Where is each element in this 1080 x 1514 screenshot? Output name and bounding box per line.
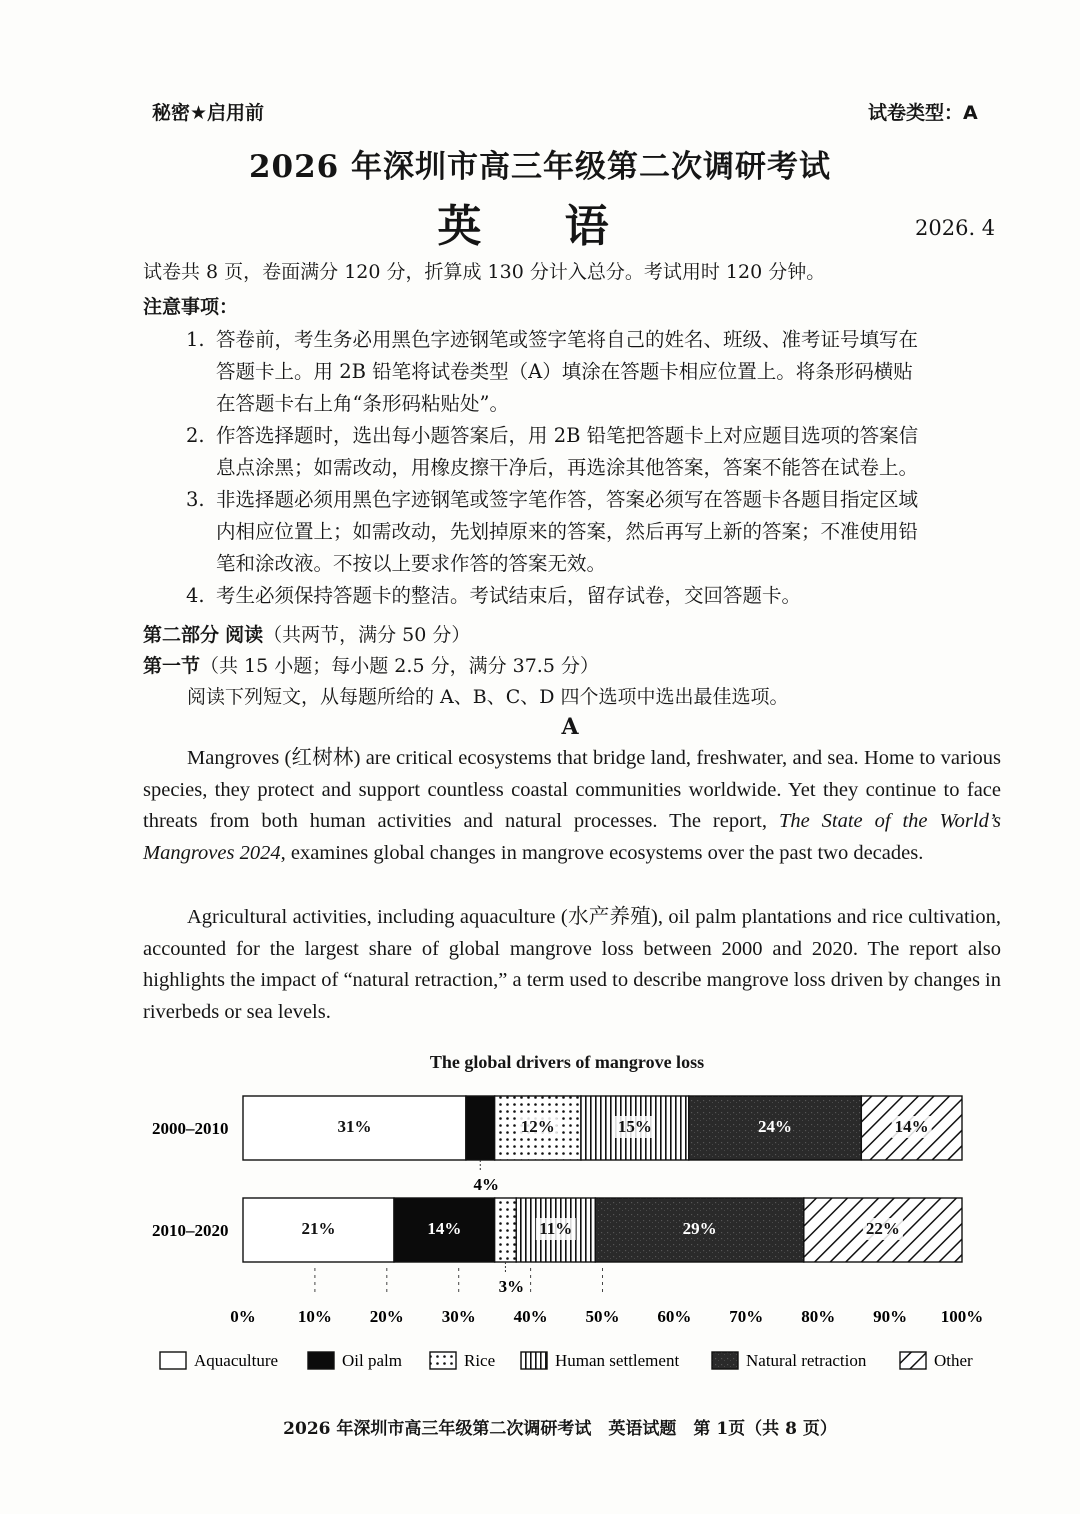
page-footer: 2026 年深圳市高三年级第二次调研考试 英语试题 第 1页（共 8 页） bbox=[283, 1419, 837, 1439]
paper-type-label: 试卷类型：A bbox=[868, 102, 978, 124]
x-tick-label: 30% bbox=[441, 1307, 476, 1326]
x-tick-label: 90% bbox=[873, 1307, 908, 1326]
part-heading bbox=[143, 619, 470, 651]
x-tick-label: 50% bbox=[585, 1307, 620, 1326]
legend-label: Rice bbox=[464, 1351, 496, 1370]
legend-swatch-5 bbox=[900, 1352, 926, 1369]
chart-title: The global drivers of mangrove loss bbox=[429, 1052, 705, 1072]
reading-instruction: 阅读下列短文，从每题所给的 A、B、C、D 四个选项中选出最佳选项。 bbox=[187, 686, 789, 708]
passage-paragraph-1 bbox=[143, 743, 1001, 869]
note-line: 在答题卡右上角“条形码粘贴处”。 bbox=[216, 392, 509, 415]
data-label: 14% bbox=[894, 1117, 929, 1136]
note-item bbox=[186, 420, 1001, 484]
data-label: 15% bbox=[617, 1117, 652, 1136]
subject-title: 英 语 bbox=[437, 201, 643, 252]
note-item bbox=[186, 580, 1001, 612]
note-item bbox=[186, 324, 1001, 420]
legend-swatch-1 bbox=[308, 1352, 334, 1369]
x-tick-label: 70% bbox=[729, 1307, 764, 1326]
category-label: 2010–2020 bbox=[152, 1221, 229, 1240]
passage-letter: A bbox=[561, 714, 579, 740]
part-label: 第二部分 bbox=[143, 624, 220, 646]
x-tick-label: 40% bbox=[513, 1307, 548, 1326]
note-line: 考生必须保持答题卡的整洁。考试结束后，留存试卷，交回答题卡。 bbox=[216, 584, 802, 607]
passage-text: , examines global changes in mangrove ecosystems over the past two decades. bbox=[280, 841, 924, 864]
data-label: 11% bbox=[539, 1219, 573, 1238]
note-number: 4. bbox=[186, 584, 205, 607]
x-tick-label: 10% bbox=[297, 1307, 332, 1326]
legend-label: Natural retraction bbox=[746, 1351, 867, 1370]
x-tick-label: 20% bbox=[369, 1307, 404, 1326]
legend-label: Oil palm bbox=[342, 1351, 402, 1370]
confidential-label: 秘密★启用前 bbox=[152, 102, 265, 124]
part-name: 阅读 bbox=[225, 624, 264, 646]
passage-paragraph-2 bbox=[143, 902, 1001, 1028]
part-info: （共两节，满分 50 分） bbox=[263, 624, 471, 646]
exam-info: 试卷共 8 页，卷面满分 120 分，折算成 130 分计入总分。考试用时 120 分钟。 bbox=[143, 261, 826, 283]
note-item bbox=[186, 484, 1001, 580]
data-label: 3% bbox=[498, 1277, 525, 1296]
note-line: 息点涂黑；如需改动，用橡皮擦干净后，再选涂其他答案，答案不能答在试卷上。 bbox=[216, 456, 919, 479]
category-label: 2000–2010 bbox=[152, 1119, 229, 1138]
note-number: 1. bbox=[186, 328, 205, 351]
section-heading bbox=[143, 650, 599, 682]
legend-label: Other bbox=[934, 1351, 973, 1370]
report-title: The State of the World’s Mangroves 2024 bbox=[143, 810, 1001, 864]
note-line: 内相应位置上；如需改动，先划掉原来的答案，然后再写上新的答案；不准使用铅 bbox=[216, 520, 919, 543]
mangrove-loss-chart bbox=[0, 1080, 1080, 1400]
data-label: 4% bbox=[473, 1175, 500, 1194]
legend-label: Aquaculture bbox=[194, 1351, 279, 1370]
notes-heading: 注意事项： bbox=[143, 296, 239, 318]
exam-date: 2026. 4 bbox=[915, 216, 996, 240]
legend-swatch-3 bbox=[521, 1352, 547, 1369]
note-line: 答卷前，考生务必用黑色字迹钢笔或签字笔将自己的姓名、班级、准考证号填写在 bbox=[216, 328, 919, 351]
note-number: 3. bbox=[186, 488, 205, 511]
legend-swatch-0 bbox=[160, 1352, 186, 1369]
data-label: 31% bbox=[337, 1117, 372, 1136]
data-label: 22% bbox=[865, 1219, 900, 1238]
data-label: 21% bbox=[301, 1219, 336, 1238]
passage-text: Agricultural activities, including aquaculture (水产养殖), oil palm plantations and rice cultivation, accounted for the largest share of global mangrove loss between 2000 and 2020. The report also highlights the impact of “natural retraction,” a term used to describe mangrove loss driven by changes in riverbeds or sea levels. bbox=[143, 906, 1001, 1023]
note-line: 答题卡上。用 2B 铅笔将试卷类型（A）填涂在答题卡相应位置上。将条形码横贴 bbox=[216, 360, 913, 383]
note-line: 非选择题必须用黑色字迹钢笔或签字笔作答，答案必须写在答题卡各题目指定区域 bbox=[216, 488, 919, 511]
legend-label: Human settlement bbox=[555, 1351, 680, 1370]
data-label: 29% bbox=[682, 1219, 717, 1238]
section-label: 第一节 bbox=[143, 655, 201, 677]
exam-title: 2026 年深圳市高三年级第二次调研考试 bbox=[248, 149, 832, 185]
data-label: 24% bbox=[758, 1117, 793, 1136]
x-tick-label: 60% bbox=[657, 1307, 692, 1326]
legend-swatch-2 bbox=[430, 1352, 456, 1369]
bar-segment-rice bbox=[495, 1198, 517, 1262]
section-info: （共 15 小题；每小题 2.5 分，满分 37.5 分） bbox=[200, 655, 599, 677]
note-number: 2. bbox=[186, 424, 205, 447]
x-tick-label: 80% bbox=[801, 1307, 836, 1326]
x-tick-label: 0% bbox=[230, 1307, 256, 1326]
note-line: 笔和涂改液。不按以上要求作答的答案无效。 bbox=[216, 552, 607, 575]
legend-swatch-4 bbox=[712, 1352, 738, 1369]
note-line: 作答选择题时，选出每小题答案后，用 2B 铅笔把答题卡上对应题目选项的答案信 bbox=[216, 424, 919, 447]
data-label: 14% bbox=[427, 1219, 462, 1238]
x-tick-label: 100% bbox=[940, 1307, 984, 1326]
passage-text: Mangroves (红树林) are critical ecosystems that bridge land, freshwater, and sea. Home to various species, they protect and support countless coastal communities worldwide. Yet they continue to face threats from both human activities and natural processes. The report, bbox=[143, 747, 1001, 832]
data-label: 12% bbox=[520, 1117, 555, 1136]
bar-segment-oil-palm bbox=[466, 1096, 495, 1160]
